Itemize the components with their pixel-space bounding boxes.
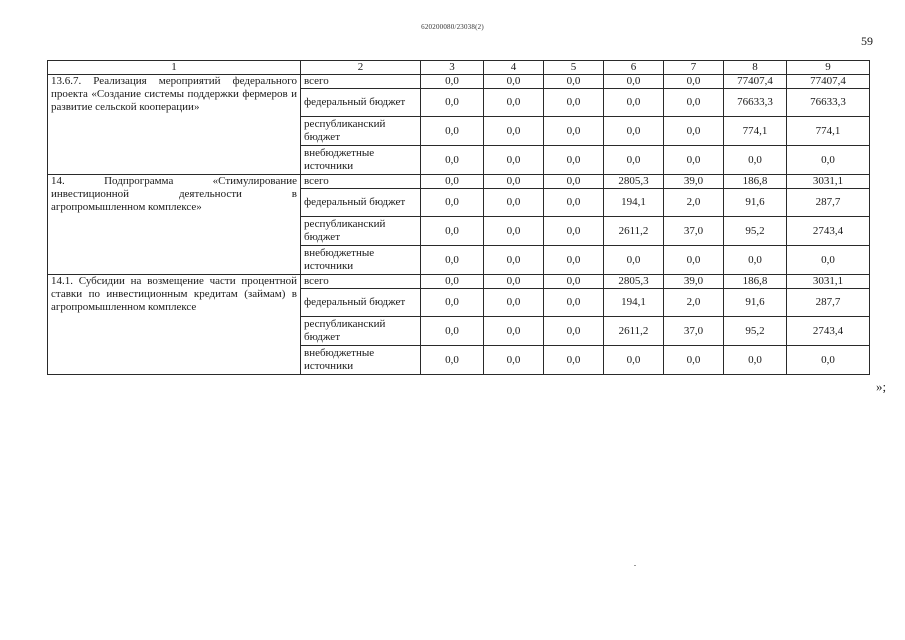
amount-cell: 0,0 [421,75,484,89]
amount-cell: 2,0 [664,189,724,217]
amount-cell: 287,7 [787,189,870,217]
funding-source: федеральный бюджет [301,289,421,317]
page-number: 59 [861,34,873,48]
funding-source: всего [301,75,421,89]
column-header: 3 [421,61,484,75]
amount-cell: 0,0 [664,89,724,117]
amount-cell: 0,0 [484,246,544,275]
amount-cell: 0,0 [724,146,787,175]
amount-cell: 0,0 [787,246,870,275]
amount-cell: 0,0 [421,217,484,246]
amount-cell: 76633,3 [787,89,870,117]
amount-cell: 3031,1 [787,275,870,289]
measure-name: 14. Подпрограмма «Стимулирование инвестиционной деятельности в агропромышленном комплексе» [48,175,301,275]
amount-cell: 0,0 [421,246,484,275]
table-row [48,175,870,189]
amount-cell: 0,0 [544,346,604,375]
amount-cell: 0,0 [604,117,664,146]
amount-cell: 2611,2 [604,217,664,246]
funding-source: федеральный бюджет [301,89,421,117]
amount-cell: 37,0 [664,217,724,246]
budget-table [47,60,870,375]
measure-name: 14.1. Субсидии на возмещение части процентной ставки по инвестиционным кредитам (займам) в агропромышленном комплексе [48,275,301,375]
amount-cell: 2611,2 [604,317,664,346]
amount-cell: 76633,3 [724,89,787,117]
amount-cell: 0,0 [604,246,664,275]
funding-source: федеральный бюджет [301,189,421,217]
amount-cell: 186,8 [724,175,787,189]
document-code: 620200080/23038(2) [421,23,484,31]
amount-cell: 0,0 [664,146,724,175]
amount-cell: 0,0 [421,117,484,146]
amount-cell: 2,0 [664,289,724,317]
amount-cell: 0,0 [544,75,604,89]
amount-cell: 2743,4 [787,317,870,346]
column-header: 7 [664,61,724,75]
measure-name: 13.6.7. Реализация мероприятий федерального проекта «Создание системы поддержки фермеров и развитие сельской кооперации» [48,75,301,175]
amount-cell: 0,0 [544,289,604,317]
amount-cell: 39,0 [664,275,724,289]
column-header: 1 [48,61,301,75]
amount-cell: 91,6 [724,189,787,217]
amount-cell: 0,0 [787,146,870,175]
amount-cell: 77407,4 [724,75,787,89]
amount-cell: 0,0 [544,217,604,246]
amount-cell: 0,0 [604,146,664,175]
amount-cell: 774,1 [724,117,787,146]
amount-cell: 0,0 [604,346,664,375]
amount-cell: 0,0 [421,175,484,189]
table-row [48,75,870,89]
amount-cell: 0,0 [421,275,484,289]
amount-cell: 0,0 [484,89,544,117]
funding-source: внебюджетные источники [301,246,421,275]
amount-cell: 0,0 [484,117,544,146]
amount-cell: 2805,3 [604,175,664,189]
amount-cell: 0,0 [544,117,604,146]
column-header: 5 [544,61,604,75]
amount-cell: 0,0 [421,89,484,117]
amount-cell: 287,7 [787,289,870,317]
column-header: 2 [301,61,421,75]
amount-cell: 0,0 [484,275,544,289]
scan-speck [634,565,636,566]
amount-cell: 0,0 [484,346,544,375]
amount-cell: 0,0 [421,289,484,317]
column-header: 8 [724,61,787,75]
amount-cell: 95,2 [724,317,787,346]
amount-cell: 39,0 [664,175,724,189]
funding-source: внебюджетные источники [301,146,421,175]
amount-cell: 186,8 [724,275,787,289]
amount-cell: 91,6 [724,289,787,317]
amount-cell: 0,0 [664,246,724,275]
amount-cell: 0,0 [544,246,604,275]
amount-cell: 77407,4 [787,75,870,89]
amount-cell: 95,2 [724,217,787,246]
amount-cell: 0,0 [484,175,544,189]
funding-source: внебюджетные источники [301,346,421,375]
amount-cell: 0,0 [787,346,870,375]
amount-cell: 0,0 [544,317,604,346]
column-number-row [48,61,870,75]
amount-cell: 0,0 [484,189,544,217]
amount-cell: 0,0 [664,346,724,375]
amount-cell: 0,0 [544,189,604,217]
amount-cell: 0,0 [544,275,604,289]
amount-cell: 194,1 [604,189,664,217]
amount-cell: 3031,1 [787,175,870,189]
funding-source: республиканский бюджет [301,117,421,146]
funding-source: республиканский бюджет [301,317,421,346]
table-row [48,275,870,289]
amount-cell: 0,0 [604,89,664,117]
amount-cell: 37,0 [664,317,724,346]
amount-cell: 0,0 [484,75,544,89]
amount-cell: 774,1 [787,117,870,146]
amount-cell: 0,0 [724,246,787,275]
column-header: 6 [604,61,664,75]
amount-cell: 0,0 [484,289,544,317]
amount-cell: 0,0 [664,75,724,89]
amount-cell: 0,0 [484,317,544,346]
column-header: 4 [484,61,544,75]
funding-source: всего [301,275,421,289]
amount-cell: 194,1 [604,289,664,317]
amount-cell: 0,0 [724,346,787,375]
amount-cell: 0,0 [421,317,484,346]
amount-cell: 0,0 [544,89,604,117]
amount-cell: 0,0 [604,75,664,89]
funding-source: республиканский бюджет [301,217,421,246]
funding-source: всего [301,175,421,189]
amount-cell: 2743,4 [787,217,870,246]
column-header: 9 [787,61,870,75]
amount-cell: 0,0 [664,117,724,146]
amount-cell: 0,0 [421,346,484,375]
amount-cell: 0,0 [421,146,484,175]
amount-cell: 0,0 [484,146,544,175]
amount-cell: 0,0 [544,175,604,189]
closing-mark: »; [876,379,887,394]
amount-cell: 2805,3 [604,275,664,289]
amount-cell: 0,0 [484,217,544,246]
amount-cell: 0,0 [421,189,484,217]
amount-cell: 0,0 [544,146,604,175]
